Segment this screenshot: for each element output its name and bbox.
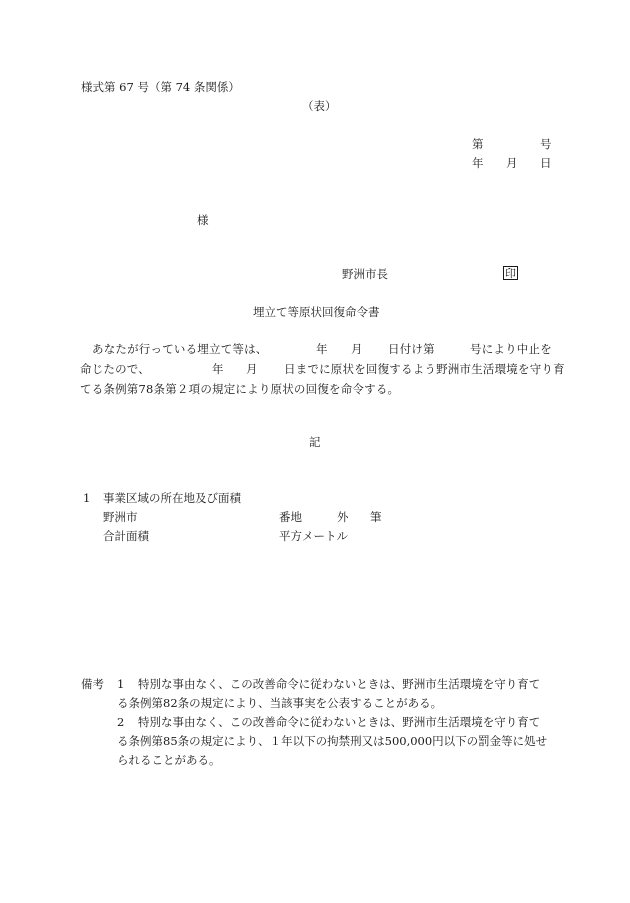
side-label: （表） — [302, 99, 337, 113]
remark-1-number: 1 — [117, 677, 125, 691]
date-month: 月 — [506, 156, 518, 170]
date-day: 日 — [540, 156, 552, 170]
doc-number-dai: 第 — [472, 137, 484, 151]
section1-heading: 事業区域の所在地及び面積 — [103, 491, 241, 505]
body-line1-month: 月 — [351, 342, 363, 356]
addressee-sama: 様 — [197, 213, 209, 227]
body-line1-year: 年 — [316, 342, 328, 356]
section1-unit: 平方メートル — [279, 529, 348, 543]
ki-label: 記 — [309, 435, 321, 449]
document-title: 埋立て等原状回復命令書 — [253, 305, 380, 319]
body-line2-rest: 日までに原状を回復するよう野洲市生活環境を守り育 — [284, 362, 565, 376]
body-line2-year: 年 — [212, 362, 224, 376]
section1-soto: 外 — [337, 510, 349, 524]
body-line1-order: 号により中止を — [470, 342, 552, 356]
remarks-label: 備考 — [81, 677, 104, 691]
remark-1-line2: る条例第82条の規定により、当該事実を公表することがある。 — [117, 696, 443, 710]
remark-2-number: 2 — [117, 715, 125, 729]
section1-total-area-label: 合計面積 — [103, 529, 149, 543]
body-line2-text: 命じたので、 — [80, 362, 150, 376]
section1-banchi: 番地 — [279, 510, 302, 524]
seal-stamp: 印 — [505, 267, 516, 280]
issuer-title: 野洲市長 — [342, 267, 388, 281]
section1-hitsu: 筆 — [370, 510, 382, 524]
remark-2-line2: る条例第85条の規定により、１年以下の拘禁刑又は500,000円以下の罰金等に処せ — [117, 734, 548, 748]
remark-2-line3: られることがある。 — [117, 753, 221, 767]
remark-1-line1: 特別な事由なく、この改善命令に従わないときは、野洲市生活環境を守り育て — [138, 677, 541, 691]
section1-number: 1 — [83, 491, 91, 505]
date-year: 年 — [472, 156, 484, 170]
remark-2-line1: 特別な事由なく、この改善命令に従わないときは、野洲市生活環境を守り育て — [138, 715, 541, 729]
body-line2-month: 月 — [246, 362, 258, 376]
section1-city: 野洲市 — [103, 510, 138, 524]
body-line1-dated: 日付け第 — [388, 342, 435, 356]
form-number: 様式第 67 号（第 74 条関係） — [81, 80, 240, 94]
body-line1-text: あなたが行っている埋立て等は、 — [92, 342, 268, 356]
doc-number-go: 号 — [540, 137, 552, 151]
body-line3: てる条例第78条第２項の規定により原状の回復を命令する。 — [80, 382, 400, 396]
